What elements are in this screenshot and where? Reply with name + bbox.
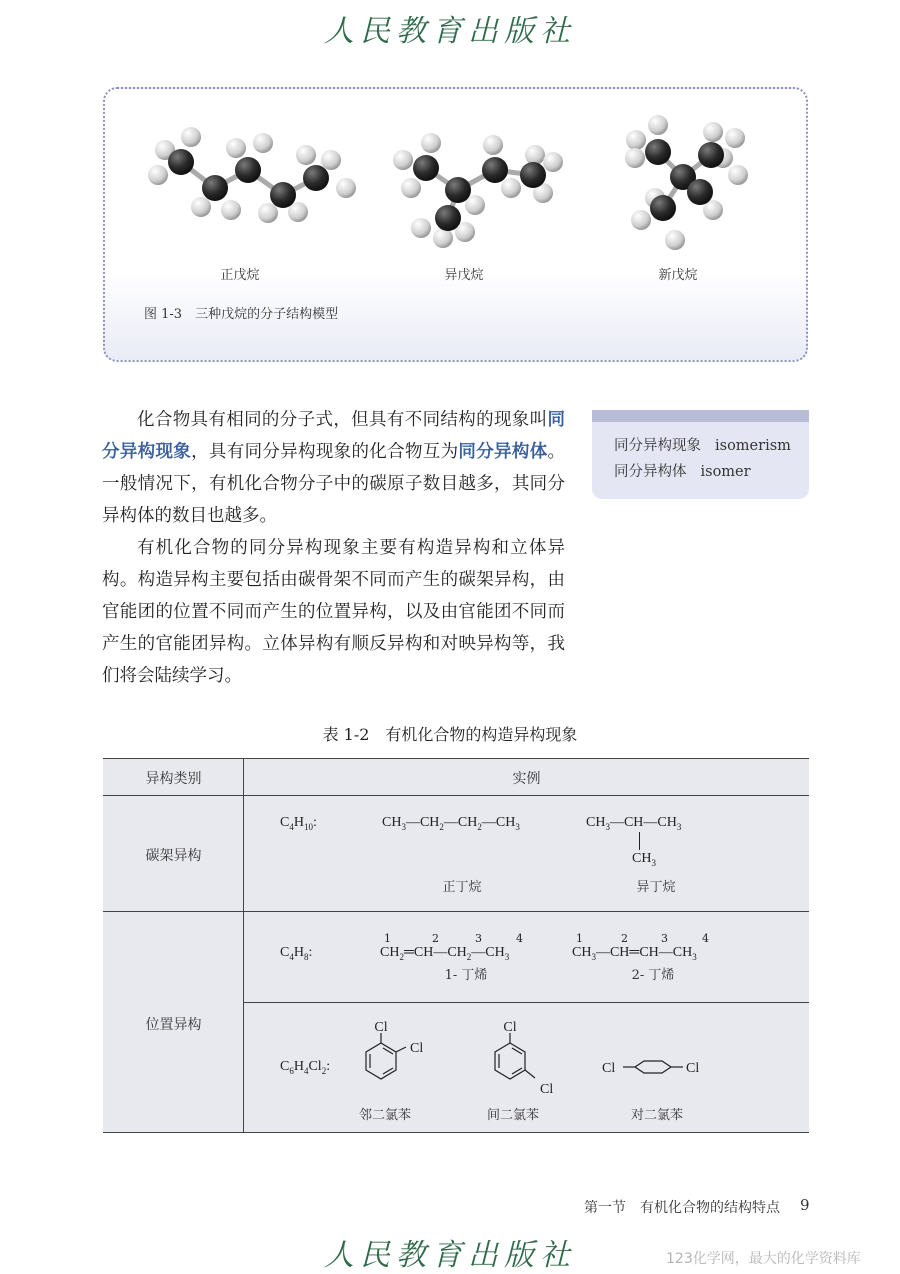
molecule-label: 正戊烷 bbox=[220, 268, 260, 283]
bond-line bbox=[639, 832, 640, 850]
isopentane-model bbox=[393, 133, 563, 248]
carbon-number: 4 bbox=[702, 932, 709, 945]
paragraph-1: 化合物具有相同的分子式，但具有不同结构的现象叫同分异构现象，具有同分异构现象的化合物互为同分异构体。一般情况下，有机化合物分子中的碳原子数目越多，其同分异构体的数目也越多。 bbox=[102, 410, 566, 526]
carbon-number: 1 bbox=[384, 932, 391, 945]
page-number: 9 bbox=[800, 1196, 810, 1214]
compound-name: 2- 丁烯 bbox=[631, 968, 675, 983]
formula-c6h4cl2: $C_6H_4Cl_2$: bbox=[280, 1059, 331, 1076]
table-category: 位置异构 bbox=[145, 1017, 202, 1033]
body-text bbox=[102, 404, 565, 692]
isobutane-structure: $CH_3—CH—CH_3$ bbox=[586, 815, 682, 832]
figure-caption: 图 1-3 三种戊烷的分子结构模型 bbox=[144, 307, 339, 322]
2-butene-structure: $CH_3—CH═CH—CH_3$ bbox=[572, 945, 697, 962]
compound-name: 正丁烷 bbox=[442, 880, 482, 895]
watermark: 123化学网，最大的化学资料库 bbox=[666, 1251, 861, 1267]
glossary-entry: 同分异构现象 isomerism bbox=[614, 438, 791, 454]
formula-c4h10: $C_4H_{10}$: bbox=[280, 815, 317, 832]
term-isomerism: 同分异构现象 bbox=[102, 410, 565, 462]
1-butene-structure: $CH_2═CH—CH_2—CH_3$ bbox=[380, 945, 510, 962]
n-pentane-model bbox=[148, 127, 356, 223]
glossary-entry: 同分异构体 isomer bbox=[614, 464, 751, 480]
compound-name: 异丁烷 bbox=[636, 880, 676, 895]
carbon-number: 2 bbox=[621, 932, 628, 945]
table-title: 表 1-2 有机化合物的构造异构现象 bbox=[322, 725, 578, 744]
table-header-example: 实例 bbox=[512, 771, 541, 787]
compound-name: 1- 丁烯 bbox=[444, 968, 488, 983]
cl-label: Cl bbox=[410, 1041, 424, 1056]
carbon-number: 3 bbox=[661, 932, 668, 945]
cl-label: Cl bbox=[540, 1082, 554, 1097]
section-title: 第一节 有机化合物的结构特点 bbox=[584, 1200, 780, 1216]
cl-label: Cl bbox=[503, 1020, 517, 1035]
molecule-label: 异戊烷 bbox=[444, 268, 484, 283]
compound-name: 间二氯苯 bbox=[486, 1108, 539, 1123]
formula-c4h8: $C_4H_8$: bbox=[280, 945, 313, 962]
dichlorobenzene-structures bbox=[350, 1015, 750, 1100]
molecule-models bbox=[103, 110, 808, 260]
term-isomer: 同分异构体 bbox=[458, 442, 548, 462]
carbon-number: 4 bbox=[516, 932, 523, 945]
n-butane-structure: $CH_3—CH_2—CH_2—CH_3$ bbox=[382, 815, 520, 832]
table-category: 碳架异构 bbox=[145, 848, 202, 864]
neopentane-model bbox=[625, 115, 748, 250]
table-header-category: 异构类别 bbox=[145, 771, 202, 787]
cl-label: Cl bbox=[602, 1061, 616, 1076]
publisher-logo: 人民教育出版社 bbox=[324, 14, 576, 49]
carbon-number: 1 bbox=[576, 932, 583, 945]
isobutane-branch: $CH_3$ bbox=[632, 851, 656, 868]
glossary-box bbox=[592, 410, 809, 499]
carbon-number: 2 bbox=[432, 932, 439, 945]
cl-label: Cl bbox=[686, 1061, 700, 1076]
paragraph-2: 有机化合物的同分异构现象主要有构造异构和立体异构。构造异构主要包括由碳骨架不同而产生的碳架异构，由官能团的位置不同而产生的位置异构，以及由官能团不同而产生的官能团异构。立体异构有顺反异构和对映异构等，我们将会陆续学习。 bbox=[102, 538, 565, 686]
compound-name: 对二氯苯 bbox=[630, 1108, 683, 1123]
molecule-label: 新戊烷 bbox=[658, 268, 698, 283]
publisher-logo-footer: 人民教育出版社 bbox=[324, 1238, 576, 1273]
carbon-number: 3 bbox=[475, 932, 482, 945]
compound-name: 邻二氯苯 bbox=[358, 1108, 411, 1123]
cl-label: Cl bbox=[374, 1020, 388, 1035]
